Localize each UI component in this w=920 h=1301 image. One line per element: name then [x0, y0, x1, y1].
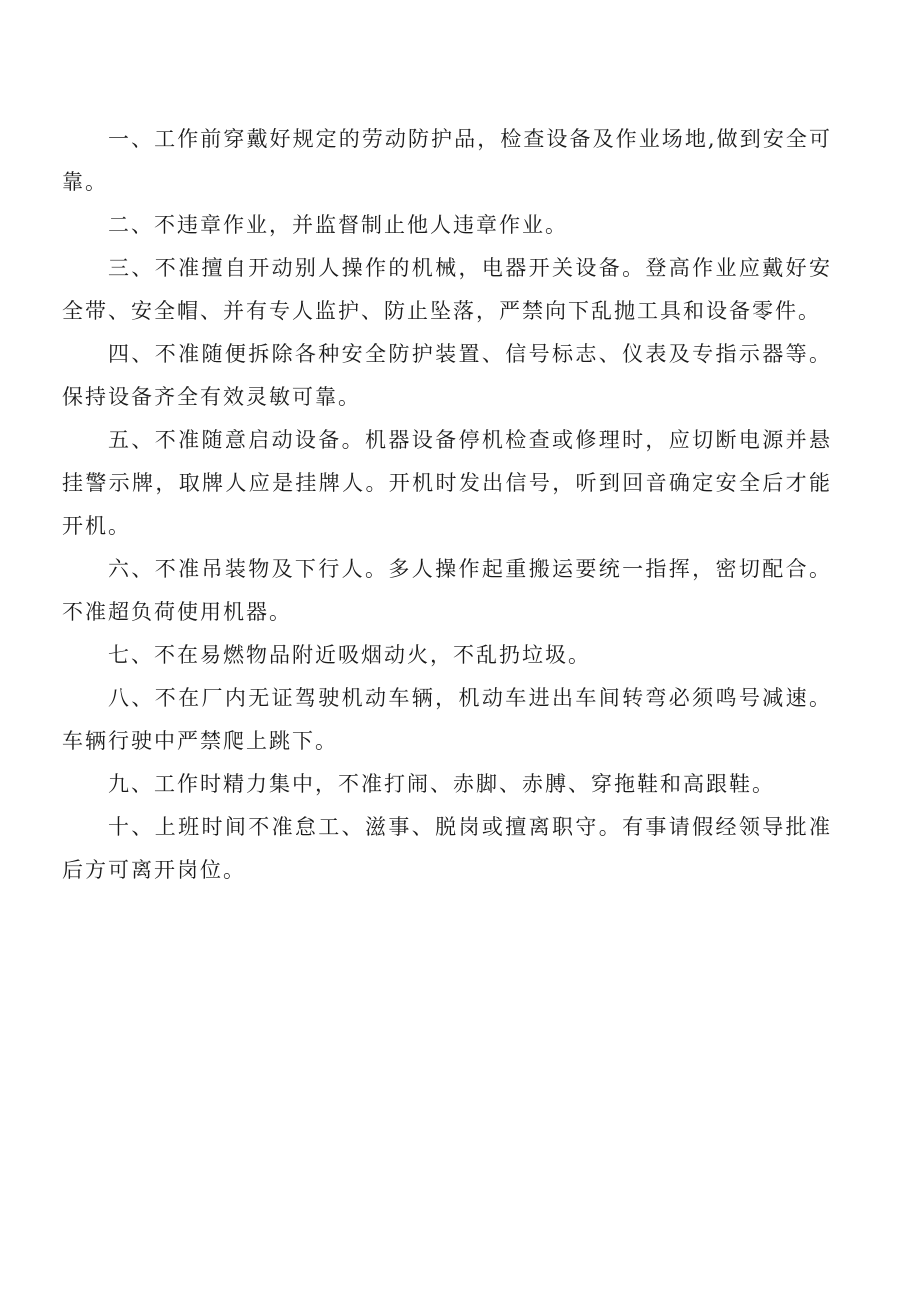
- rules-list: [62, 118, 832, 892]
- rule-item-1: 一、工作前穿戴好规定的劳动防护品，检查设备及作业场地,做到安全可靠。: [62, 127, 832, 194]
- rule-item-2: 二、不违章作业，并监督制止他人违章作业。: [108, 213, 568, 237]
- rule-item-8: 八、不在厂内无证驾驶机动车辆，机动车进出车间转弯必须鸣号减速。车辆行驶中严禁爬上跳下。: [62, 686, 832, 753]
- rule-item-5: 五、不准随意启动设备。机器设备停机检查或修理时，应切断电源并悬挂警示牌，取牌人应是挂牌人。开机时发出信号，听到回音确定安全后才能开机。: [62, 428, 832, 538]
- rule-item-3: 三、不准擅自开动别人操作的机械，电器开关设备。登高作业应戴好安全带、安全帽、并有专人监护、防止坠落，严禁向下乱抛工具和设备零件。: [62, 256, 832, 323]
- rule-item-4: 四、不准随便拆除各种安全防护装置、信号标志、仪表及专指示器等。保持设备齐全有效灵敏可靠。: [62, 342, 832, 409]
- rule-item-7: 七、不在易燃物品附近吸烟动火，不乱扔垃圾。: [108, 643, 591, 667]
- rule-item-10: 十、上班时间不准怠工、滋事、脱岗或擅离职守。有事请假经领导批准后方可离开岗位。: [62, 815, 832, 882]
- rule-item-6: 六、不准吊装物及下行人。多人操作起重搬运要统一指挥，密切配合。不准超负荷使用机器。: [62, 557, 832, 624]
- rule-item-9: 九、工作时精力集中，不准打闹、赤脚、赤膊、穿拖鞋和高跟鞋。: [108, 772, 775, 796]
